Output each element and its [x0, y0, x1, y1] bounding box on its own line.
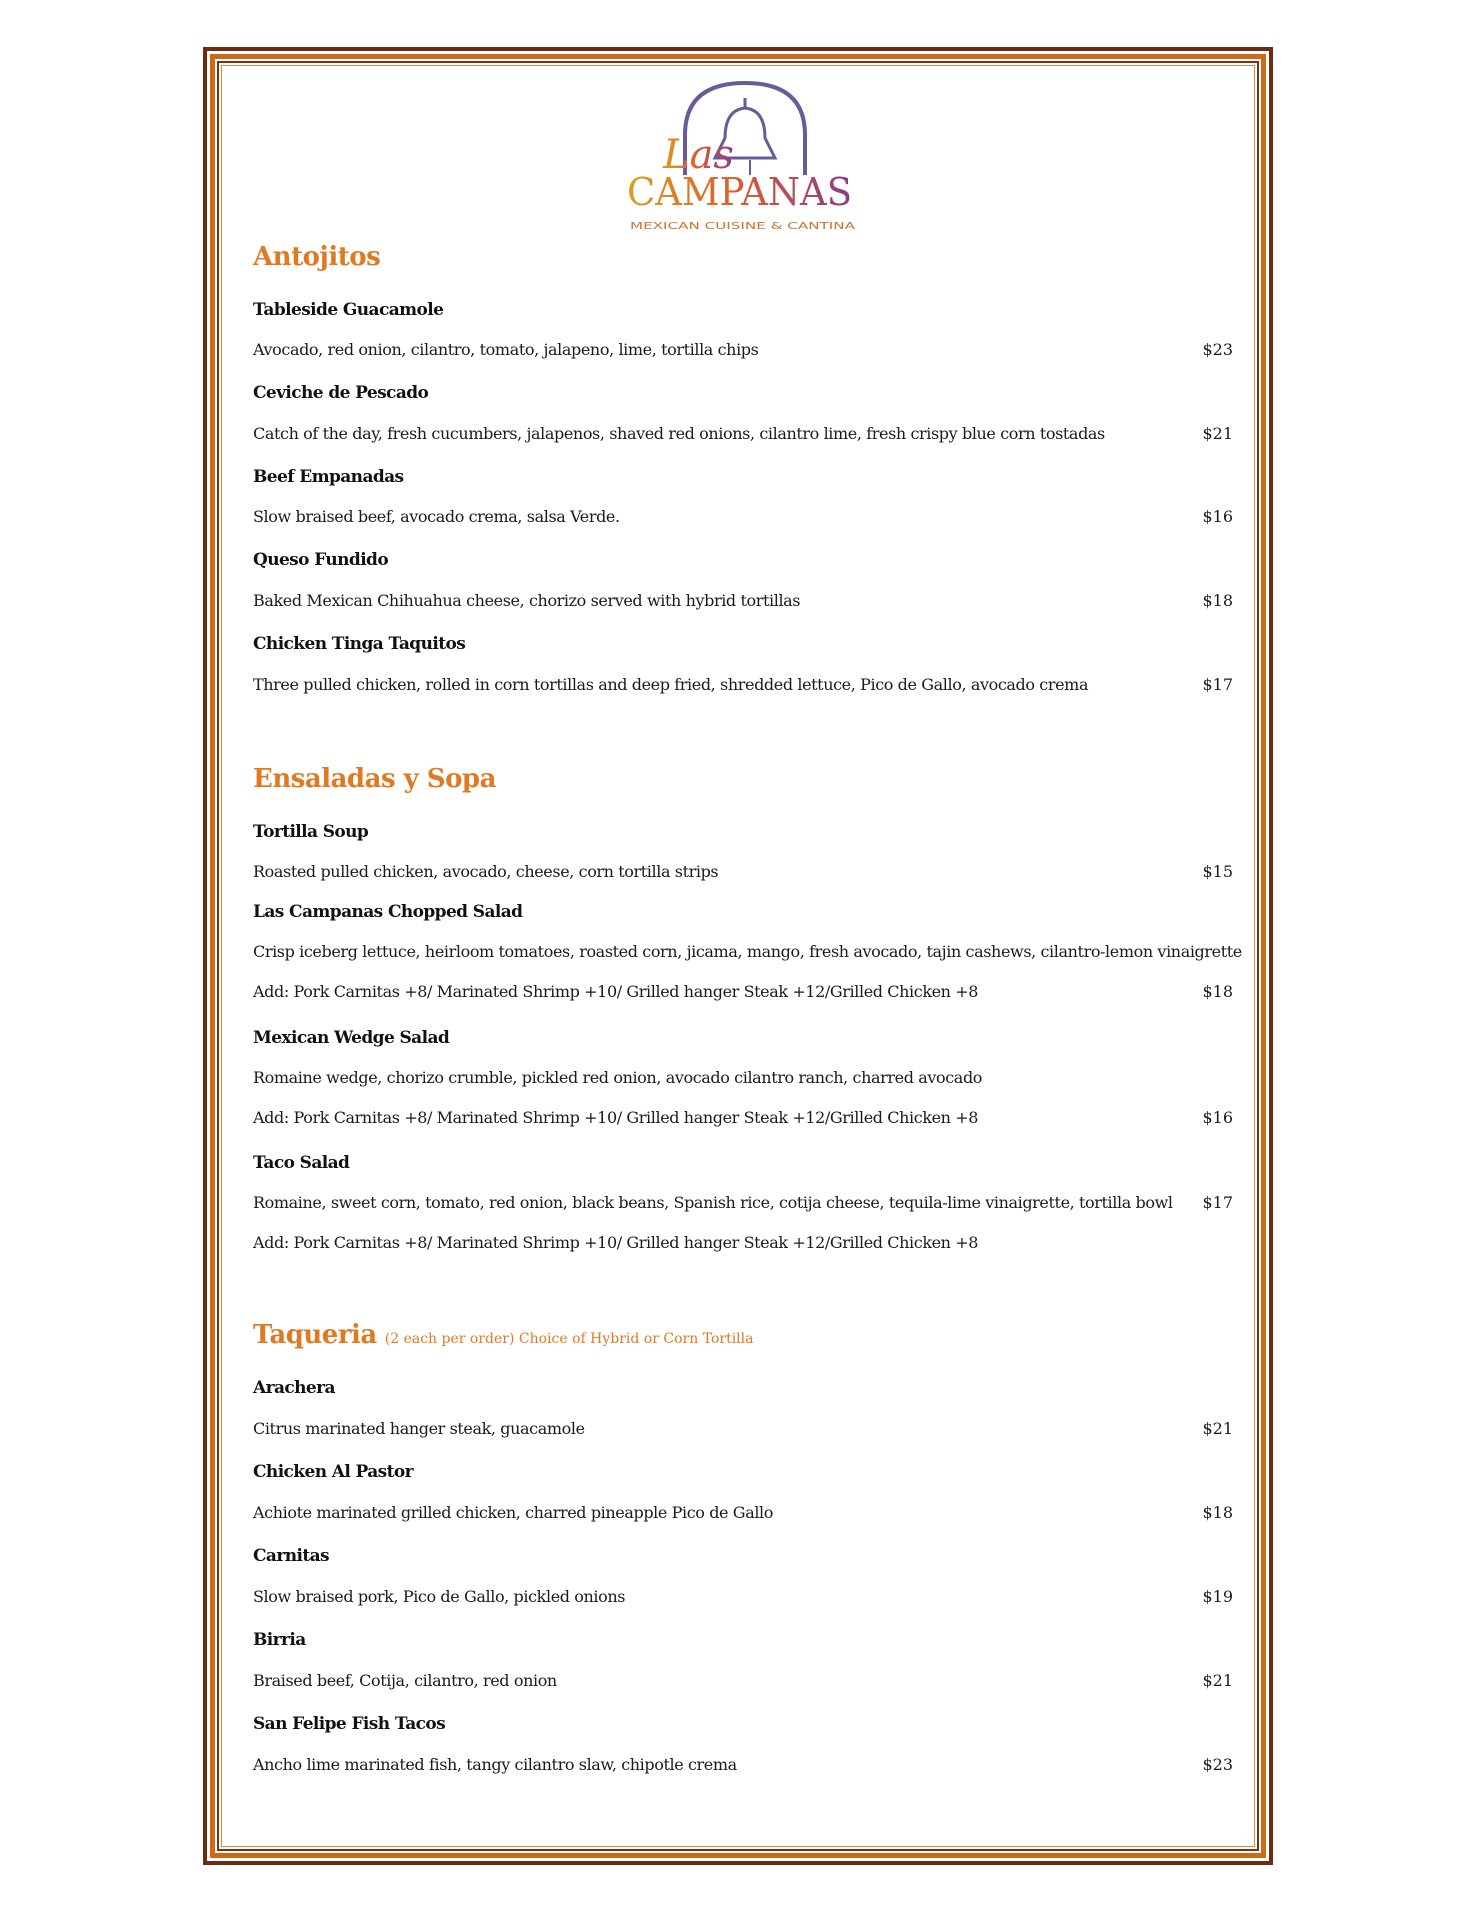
section-title-ensaladas: Ensaladas y Sopa	[253, 764, 496, 794]
section-title-taqueria	[253, 1320, 753, 1350]
item-name: San Felipe Fish Tacos	[253, 1714, 446, 1734]
item-desc: Crisp iceberg lettuce, heirloom tomatoes, roasted corn, jicama, mango, fresh avocado, tajin cashews, cilantro-lemon vinaigrette	[253, 942, 1242, 961]
section-note: (2 each per order) Choice of Hybrid or Corn Tortilla	[384, 1331, 754, 1347]
item-desc: Catch of the day, fresh cucumbers, jalapenos, shaved red onions, cilantro lime, fresh crispy blue corn tostadas	[253, 424, 1105, 443]
item-price: $18	[1202, 982, 1233, 1001]
item-name: Las Campanas Chopped Salad	[253, 902, 523, 922]
item-desc: Avocado, red onion, cilantro, tomato, jalapeno, lime, tortilla chips	[253, 340, 759, 359]
item-desc: Slow braised beef, avocado crema, salsa Verde.	[253, 507, 620, 526]
item-price: $17	[1202, 1193, 1233, 1212]
item-desc: Three pulled chicken, rolled in corn tortillas and deep fried, shredded lettuce, Pico de Gallo, avocado crema	[253, 675, 1089, 694]
item-price: $16	[1202, 507, 1233, 526]
item-desc: Baked Mexican Chihuahua cheese, chorizo served with hybrid tortillas	[253, 591, 801, 610]
item-desc: Romaine wedge, chorizo crumble, pickled red onion, avocado cilantro ranch, charred avocado	[253, 1068, 983, 1087]
item-price: $23	[1202, 1755, 1233, 1774]
item-desc: Slow braised pork, Pico de Gallo, pickled onions	[253, 1587, 626, 1606]
item-price: $23	[1202, 340, 1233, 359]
item-add-ons: Add: Pork Carnitas +8/ Marinated Shrimp +10/ Grilled hanger Steak +12/Grilled Chicken +8	[253, 1108, 979, 1127]
item-add-ons: Add: Pork Carnitas +8/ Marinated Shrimp +10/ Grilled hanger Steak +12/Grilled Chicken +8	[253, 1233, 979, 1252]
item-name: Chicken Al Pastor	[253, 1462, 413, 1482]
item-name: Ceviche de Pescado	[253, 383, 429, 403]
item-desc: Ancho lime marinated fish, tangy cilantro slaw, chipotle crema	[253, 1755, 737, 1774]
item-price: $15	[1202, 862, 1233, 881]
item-desc: Achiote marinated grilled chicken, charred pineapple Pico de Gallo	[253, 1503, 773, 1522]
item-desc: Braised beef, Cotija, cilantro, red onion	[253, 1671, 557, 1690]
item-price: $21	[1202, 1671, 1233, 1690]
logo-script: Las	[663, 132, 734, 178]
item-name: Tortilla Soup	[253, 822, 369, 842]
item-price: $16	[1202, 1108, 1233, 1127]
item-name: Tableside Guacamole	[253, 300, 444, 320]
las-campanas-logo	[615, 80, 865, 240]
item-name: Mexican Wedge Salad	[253, 1028, 450, 1048]
section-title-antojitos: Antojitos	[253, 242, 381, 272]
item-desc: Citrus marinated hanger steak, guacamole	[253, 1419, 585, 1438]
item-price: $18	[1202, 1503, 1233, 1522]
logo-name: CAMPANAS	[627, 170, 852, 214]
item-name: Carnitas	[253, 1546, 329, 1566]
item-desc: Romaine, sweet corn, tomato, red onion, black beans, Spanish rice, cotija cheese, tequila-lime vinaigrette, tortilla bowl	[253, 1193, 1173, 1212]
item-add-ons: Add: Pork Carnitas +8/ Marinated Shrimp +10/ Grilled hanger Steak +12/Grilled Chicken +8	[253, 982, 979, 1001]
item-name: Beef Empanadas	[253, 467, 404, 487]
item-price: $21	[1202, 424, 1233, 443]
item-price: $19	[1202, 1587, 1233, 1606]
logo-tagline: MEXICAN CUISINE & CANTINA	[630, 221, 856, 232]
item-price: $18	[1202, 591, 1233, 610]
item-price: $17	[1202, 675, 1233, 694]
item-name: Birria	[253, 1630, 306, 1650]
section-title-text: Taqueria	[253, 1320, 377, 1350]
item-price: $21	[1202, 1419, 1233, 1438]
item-desc: Roasted pulled chicken, avocado, cheese, corn tortilla strips	[253, 862, 719, 881]
item-name: Taco Salad	[253, 1153, 350, 1173]
item-name: Queso Fundido	[253, 550, 389, 570]
item-name: Arachera	[253, 1378, 335, 1398]
item-name: Chicken Tinga Taquitos	[253, 634, 466, 654]
